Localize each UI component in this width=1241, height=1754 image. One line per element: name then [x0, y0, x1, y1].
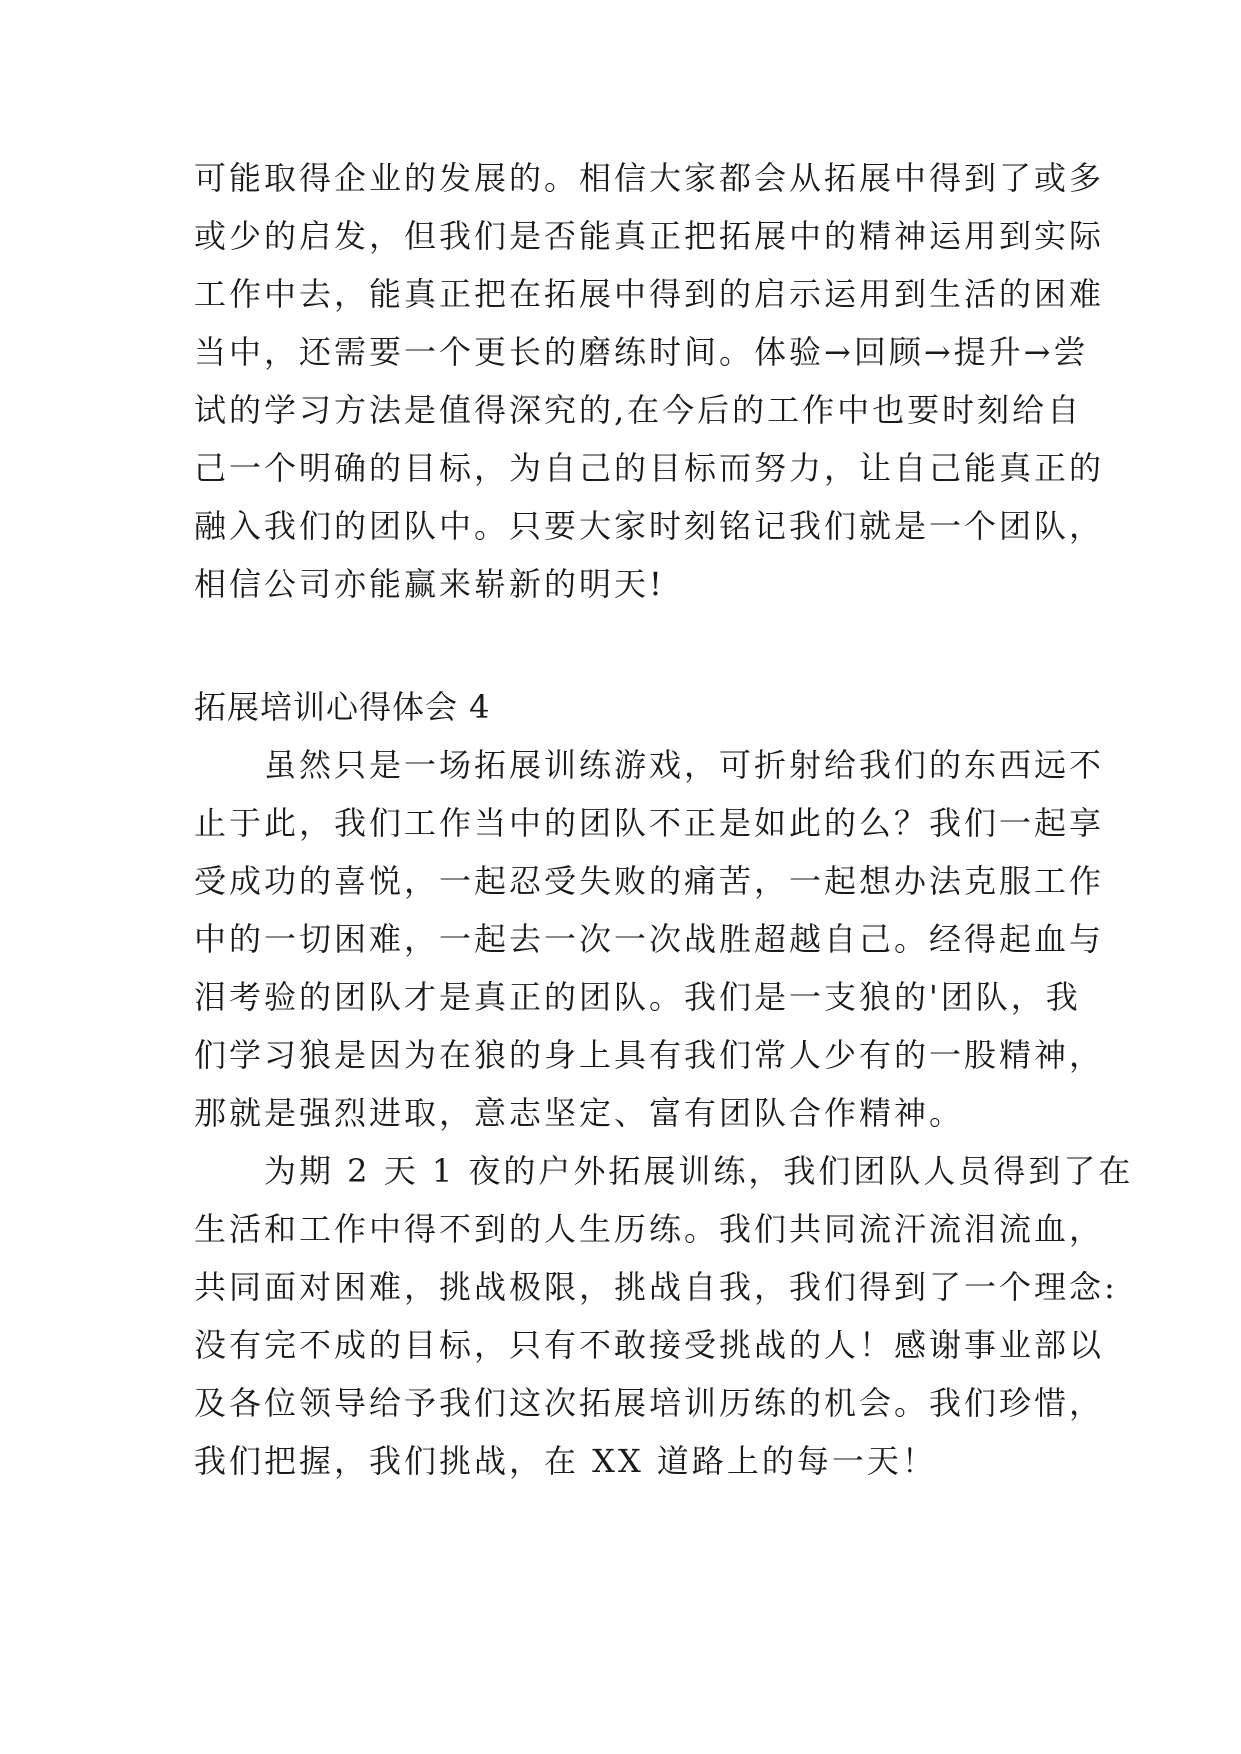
text-line: 或少的启发，但我们是否能真正把拓展中的精神运用到实际 — [194, 217, 1105, 255]
text-line: 止于此，我们工作当中的团队不正是如此的么？我们一起享 — [194, 804, 1105, 842]
text-line: 虽然只是一场拓展训练游戏，可折射给我们的东西远不 — [194, 746, 1105, 784]
text-line: 那就是强烈进取，意志坚定、富有团队合作精神。 — [194, 1094, 965, 1132]
text-line: 融入我们的团队中。只要大家时刻铭记我们就是一个团队， — [194, 507, 1105, 545]
text-line: 共同面对困难，挑战极限，挑战自我，我们得到了一个理念: — [194, 1268, 1118, 1306]
text-line: 可能取得企业的发展的。相信大家都会从拓展中得到了或多 — [194, 159, 1105, 197]
text-line: 当中，还需要一个更长的磨练时间。体验→回顾→提升→尝 — [194, 333, 1089, 371]
text-line: 泪考验的团队才是真正的团队。我们是一支狼的'团队，我 — [194, 978, 1081, 1016]
text-line: 没有完不成的目标，只有不敢接受挑战的人！感谢事业部以 — [194, 1326, 1105, 1364]
text-line: 己一个明确的目标，为自己的目标而努力，让自己能真正的 — [194, 449, 1105, 487]
text-line: 工作中去，能真正把在拓展中得到的启示运用到生活的困难 — [194, 275, 1105, 313]
text-line: 试的学习方法是值得深究的,在今后的工作中也要时刻给自 — [194, 391, 1083, 429]
text-line: 为期 2 天 1 夜的户外拓展训练，我们团队人员得到了在 — [194, 1152, 1134, 1190]
text-line: 受成功的喜悦，一起忍受失败的痛苦，一起想办法克服工作 — [194, 862, 1105, 900]
text-line: 我们把握，我们挑战，在 XX 道路上的每一天！ — [194, 1442, 937, 1480]
text-line: 们学习狼是因为在狼的身上具有我们常人少有的一股精神， — [194, 1036, 1105, 1074]
text-line: 生活和工作中得不到的人生历练。我们共同流汗流泪流血， — [194, 1210, 1105, 1248]
text-line: 相信公司亦能赢来崭新的明天! — [194, 565, 665, 603]
text-line: 中的一切困难，一起去一次一次战胜超越自己。经得起血与 — [194, 920, 1105, 958]
section-heading: 拓展培训心得体会 4 — [194, 688, 491, 726]
text-line: 及各位领导给予我们这次拓展培训历练的机会。我们珍惜， — [194, 1384, 1105, 1422]
